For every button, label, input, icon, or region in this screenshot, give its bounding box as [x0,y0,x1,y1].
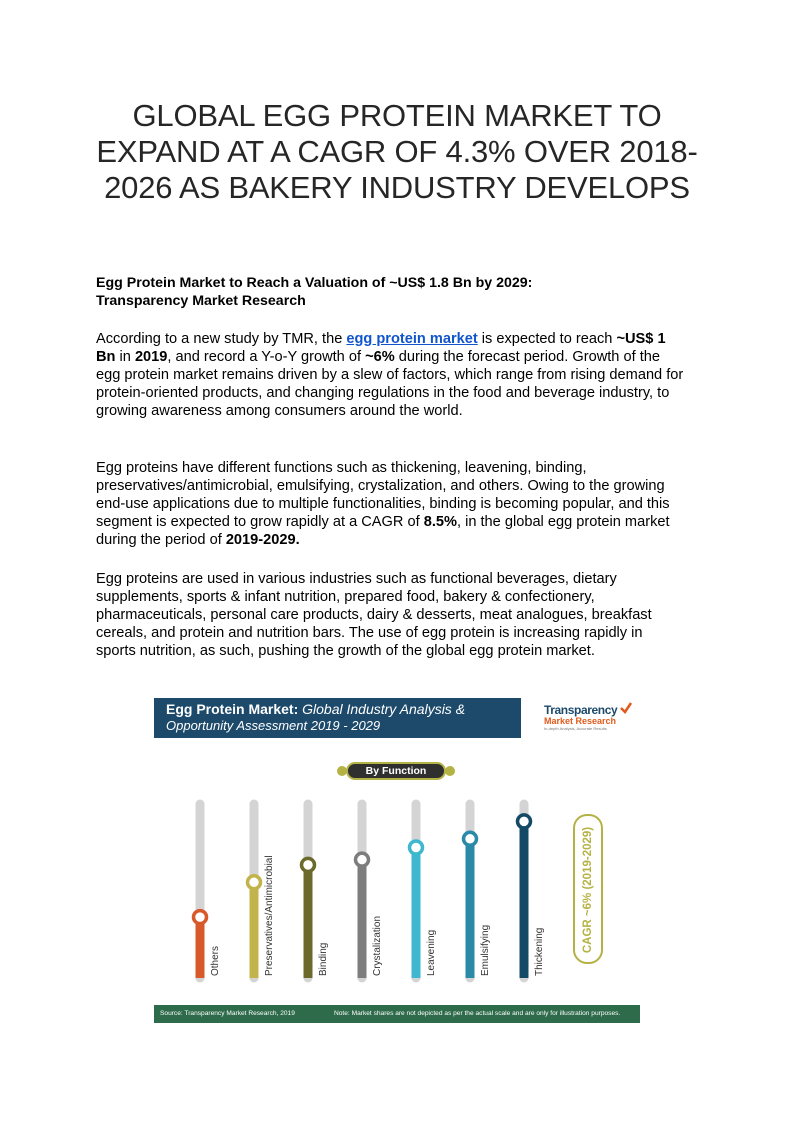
infographic-banner [154,698,521,738]
category-label-2: Binding [318,942,329,976]
checkmark-icon [619,701,633,715]
marker-4 [410,841,423,854]
p1-text-2: is expected to reach [477,331,617,347]
infographic-footer [154,1005,640,1023]
category-label-1: Preservatives/Antimicrobial [264,855,275,976]
p2-text-1: Egg proteins have different functions such as thickening, leavening, binding, preservatives/antimicrobial, emulsifying, crystalization, and others. Owing to the growing end-use applications due to multiple functionalities, binding is becoming popular, and this segment is expected to grow rapidly at a CAGR of [96,460,670,530]
logo-sub: Market Research [544,716,617,726]
p2-bold-cagr: 8.5% [423,514,457,530]
logo-tagline: In-depth Analysis, Accurate Results [544,726,607,731]
paragraph-1 [96,330,686,420]
p1-bold-growth: ~6% [365,349,395,365]
p1-text-3: in [115,349,135,365]
marker-1 [248,876,261,889]
egg-protein-market-link[interactable]: egg protein market [346,331,478,347]
banner-title: Egg Protein Market: [166,701,299,717]
marker-3 [356,853,369,866]
p2-text-2: , in the global egg protein market during the period of [96,514,670,548]
cagr-label: CAGR ~6% (2019-2029) [582,826,594,954]
p1-text-5: during the forecast period. Growth of the egg protein market remains driven by a slew of factors, which range from rising demand for protein-oriented products, and changing regulations in the food and beverage industry, to growing awareness among consumers around the world. [96,349,684,419]
by-function-pill: By Function [346,762,446,780]
marker-0 [194,911,207,924]
marker-5 [464,832,477,845]
page-title: GLOBAL EGG PROTEIN MARKET TO EXPAND AT A CAGR OF 4.3% OVER 2018-2026 AS BAKERY INDUSTRY DEVELOPS [96,98,698,205]
category-label-6: Thickening [534,927,545,976]
subheading: Egg Protein Market to Reach a Valuation of ~US$ 1.8 Bn by 2029: Transparency Market Research [96,275,533,309]
marker-6 [518,815,531,828]
paragraph-2 [96,459,686,549]
function-chart [152,794,562,994]
category-label-3: Crystalization [372,915,383,976]
footer-source: Source: Transparency Market Research, 2019 [160,1010,295,1017]
banner-subtitle: Global Industry Analysis & [298,701,466,717]
p1-text-1: According to a new study by TMR, the [96,331,347,347]
category-label-0: Others [210,945,221,976]
p1-text-4: , and record a Y-o-Y growth of [167,349,366,365]
p1-bold-value: ~US$ 1 Bn [96,331,666,365]
category-label-5: Emulsifying [480,924,491,976]
marker-2 [302,858,315,871]
p1-bold-year: 2019 [134,349,168,365]
footer-note: Note: Market shares are not depicted as per the actual scale and are only for illustration purposes. [334,1010,621,1017]
logo-name: Transparency [544,703,618,717]
category-label-4: Leavening [426,929,437,976]
tmr-logo [544,704,636,736]
p2-bold-period: 2019-2029. [225,532,300,548]
infographic [152,694,642,1026]
paragraph-3: Egg proteins are used in various industries such as functional beverages, dietary supplements, sports & infant nutrition, prepared food, bakery & confectionery, pharmaceuticals, personal care products, dairy & desserts, meat analogues, breakfast cereals, and protein and nutrition bars. The use of egg protein is increasing rapidly in sports nutrition, as such, pushing the growth of the global egg protein market. [96,571,652,659]
banner-subtitle-line2: Opportunity Assessment 2019 - 2029 [166,718,381,733]
